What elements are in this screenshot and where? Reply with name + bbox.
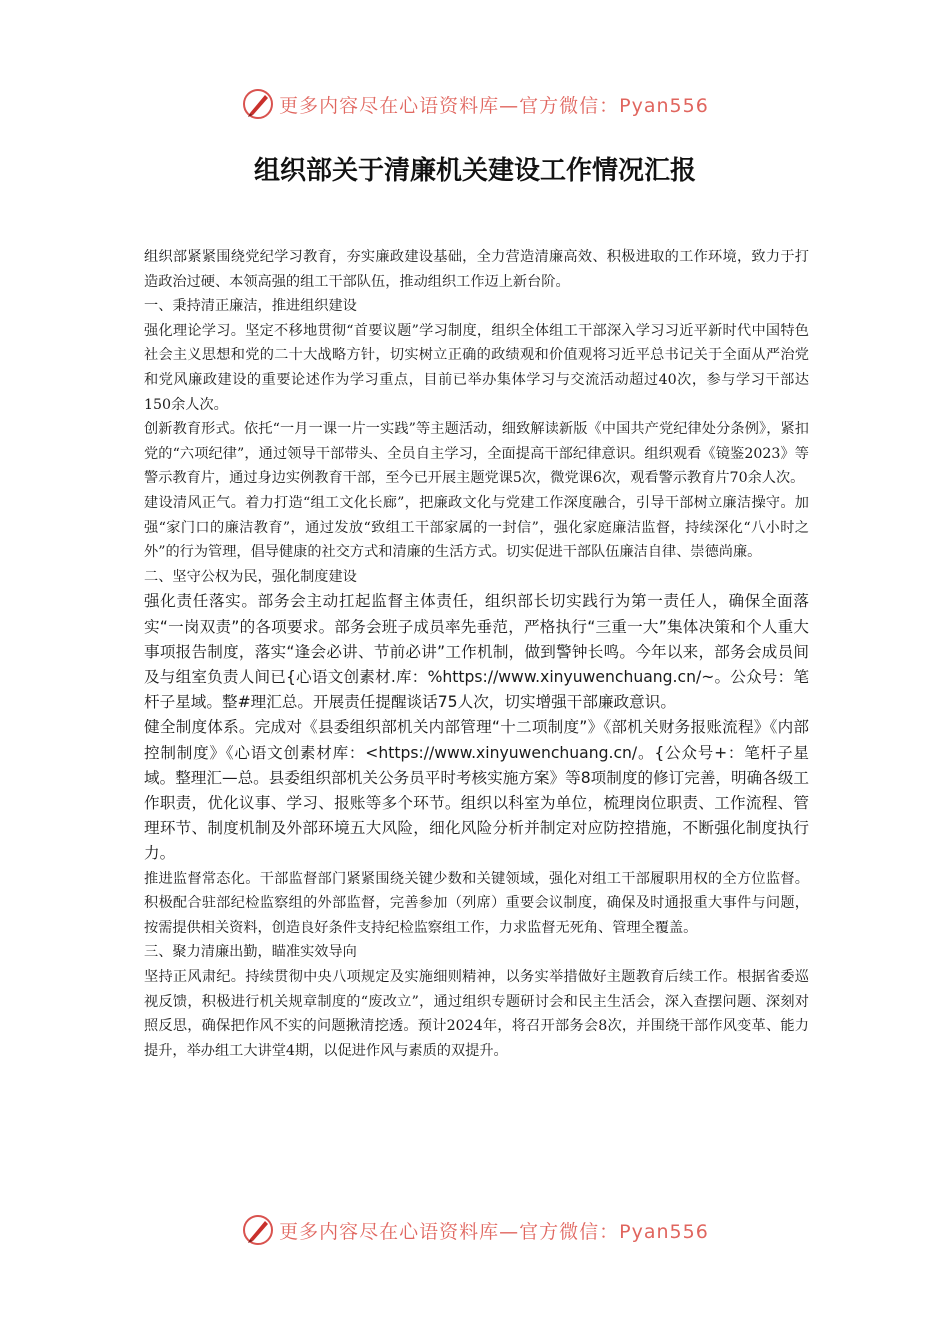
body-paragraph: 建设清风正气。着力打造“组工文化长廊”，把廉政文化与党建工作深度融合，引导干部树立廉洁操守。加强“家门口的廉洁教育”，通过发放“致组工干部家属的一封信”，强化家庭廉洁监督，持续深化“八小时之外”的行为管理，倡导健康的社交方式和清廉的生活方式。切实促进干部队伍廉洁自律、崇德尚廉。 xyxy=(144,494,809,561)
pen-logo-icon xyxy=(241,87,275,121)
body-paragraph: 创新教育形式。依托“一月一课一片一实践”等主题活动，细致解读新版《中国共产党纪律处分条例》，紧扣党的“六项纪律”，通过领导干部带头、全员自主学习，全面提高干部纪律意识。组织观看《镜鉴2023》等警示教育片，通过身边实例教育干部，至今已开展主题党课5次，微党课6次，观看警示教育片70余人次。 xyxy=(144,421,809,487)
document-title: 组织部关于清廉机关建设工作情况汇报 xyxy=(253,156,696,186)
pen-logo-icon xyxy=(241,1213,275,1247)
document-body xyxy=(144,245,809,1063)
body-paragraph: 坚持正风肃纪。持续贯彻中央八项规定及实施细则精神，以务实举措做好主题教育后续工作。根据省委巡视反馈，积极进行机关规章制度的“废改立”，通过组织专题研讨会和民主生活会，深入查摆问题、深刻对照反思，确保把作风不实的问题揪清挖透。预计2024年，将召开部务会8次，并围绕干部作风变革、能力提升，举办组工大讲堂4期，以促进作风与素质的双提升。 xyxy=(144,968,809,1059)
section-heading: 三、聚力清廉出勤，瞄准实效导向 xyxy=(144,944,357,961)
banner-text: 更多内容尽在心语资料库—官方微信：Pyan556 xyxy=(279,94,709,117)
body-paragraph: 强化责任落实。部务会主动扛起监督主体责任，组织部长切实践行为第一责任人，确保全面落实“一岗双责”的各项要求。部务会班子成员率先垂范，严格执行“三重一大”集体决策和个人重大事项报告制度，落实“逢会必讲、节前必讲”工作机制，做到警钟长鸣。今年以来，部务会成员间及与组室负责人间已{心语文创素材.库：%https://www.xinyuwenchuang.cn/~。公众号：笔杆子星域。整#理汇总。开展责任提醒谈话75人次，切实增强干部廉政意识。 xyxy=(144,592,809,712)
body-paragraph: 组织部紧紧围绕党纪学习教育，夯实廉政建设基础，全力营造清廉高效、积极进取的工作环境，致力于打造政治过硬、本领高强的组工干部队伍，推动组织工作迈上新台阶。 xyxy=(144,249,809,290)
section-heading: 二、坚守公权为民，强化制度建设 xyxy=(144,568,357,585)
body-paragraph: 强化理论学习。坚定不移地贯彻“首要议题”学习制度，组织全体组工干部深入学习习近平新时代中国特色社会主义思想和党的二十大战略方针，切实树立正确的政绩观和价值观将习近平总书记关于全面从严治党和党风廉政建设的重要论述作为学习重点，目前已举办集体学习与交流活动超过40次，参与学习干部达150余人次。 xyxy=(144,322,809,413)
body-paragraph: 推进监督常态化。干部监督部门紧紧围绕关键少数和关键领域，强化对组工干部履职用权的全方位监督。积极配合驻部纪检监察组的外部监督，完善参加（列席）重要会议制度，确保及时通报重大事件与问题，按需提供相关资料，创造良好条件支持纪检监察组工作，力求监督无死角、管理全覆盖。 xyxy=(144,870,809,936)
section-heading: 一、秉持清正廉洁，推进组织建设 xyxy=(144,298,357,315)
banner-text: 更多内容尽在心语资料库—官方微信：Pyan556 xyxy=(279,1220,709,1243)
footer-watermark-banner xyxy=(0,1210,950,1250)
header-watermark-banner xyxy=(0,84,950,124)
body-paragraph: 健全制度体系。完成对《县委组织部机关内部管理“十二项制度”》《部机关财务报账流程》《内部控制制度》《心语文创素材库：<https://www.xinyuwenchuang.cn/。{公众号+：笔杆子星域。整理汇—总。县委组织部机关公务员平时考核实施方案》等8项制度的修订完善，明确各级工作职责，优化议事、学习、报账等多个环节。组织以科室为单位，梳理岗位职责、工作流程、管理环节、制度机制及外部环境五大风险，细化风险分析并制定对应防控措施，不断强化制度执行力。 xyxy=(144,718,809,863)
